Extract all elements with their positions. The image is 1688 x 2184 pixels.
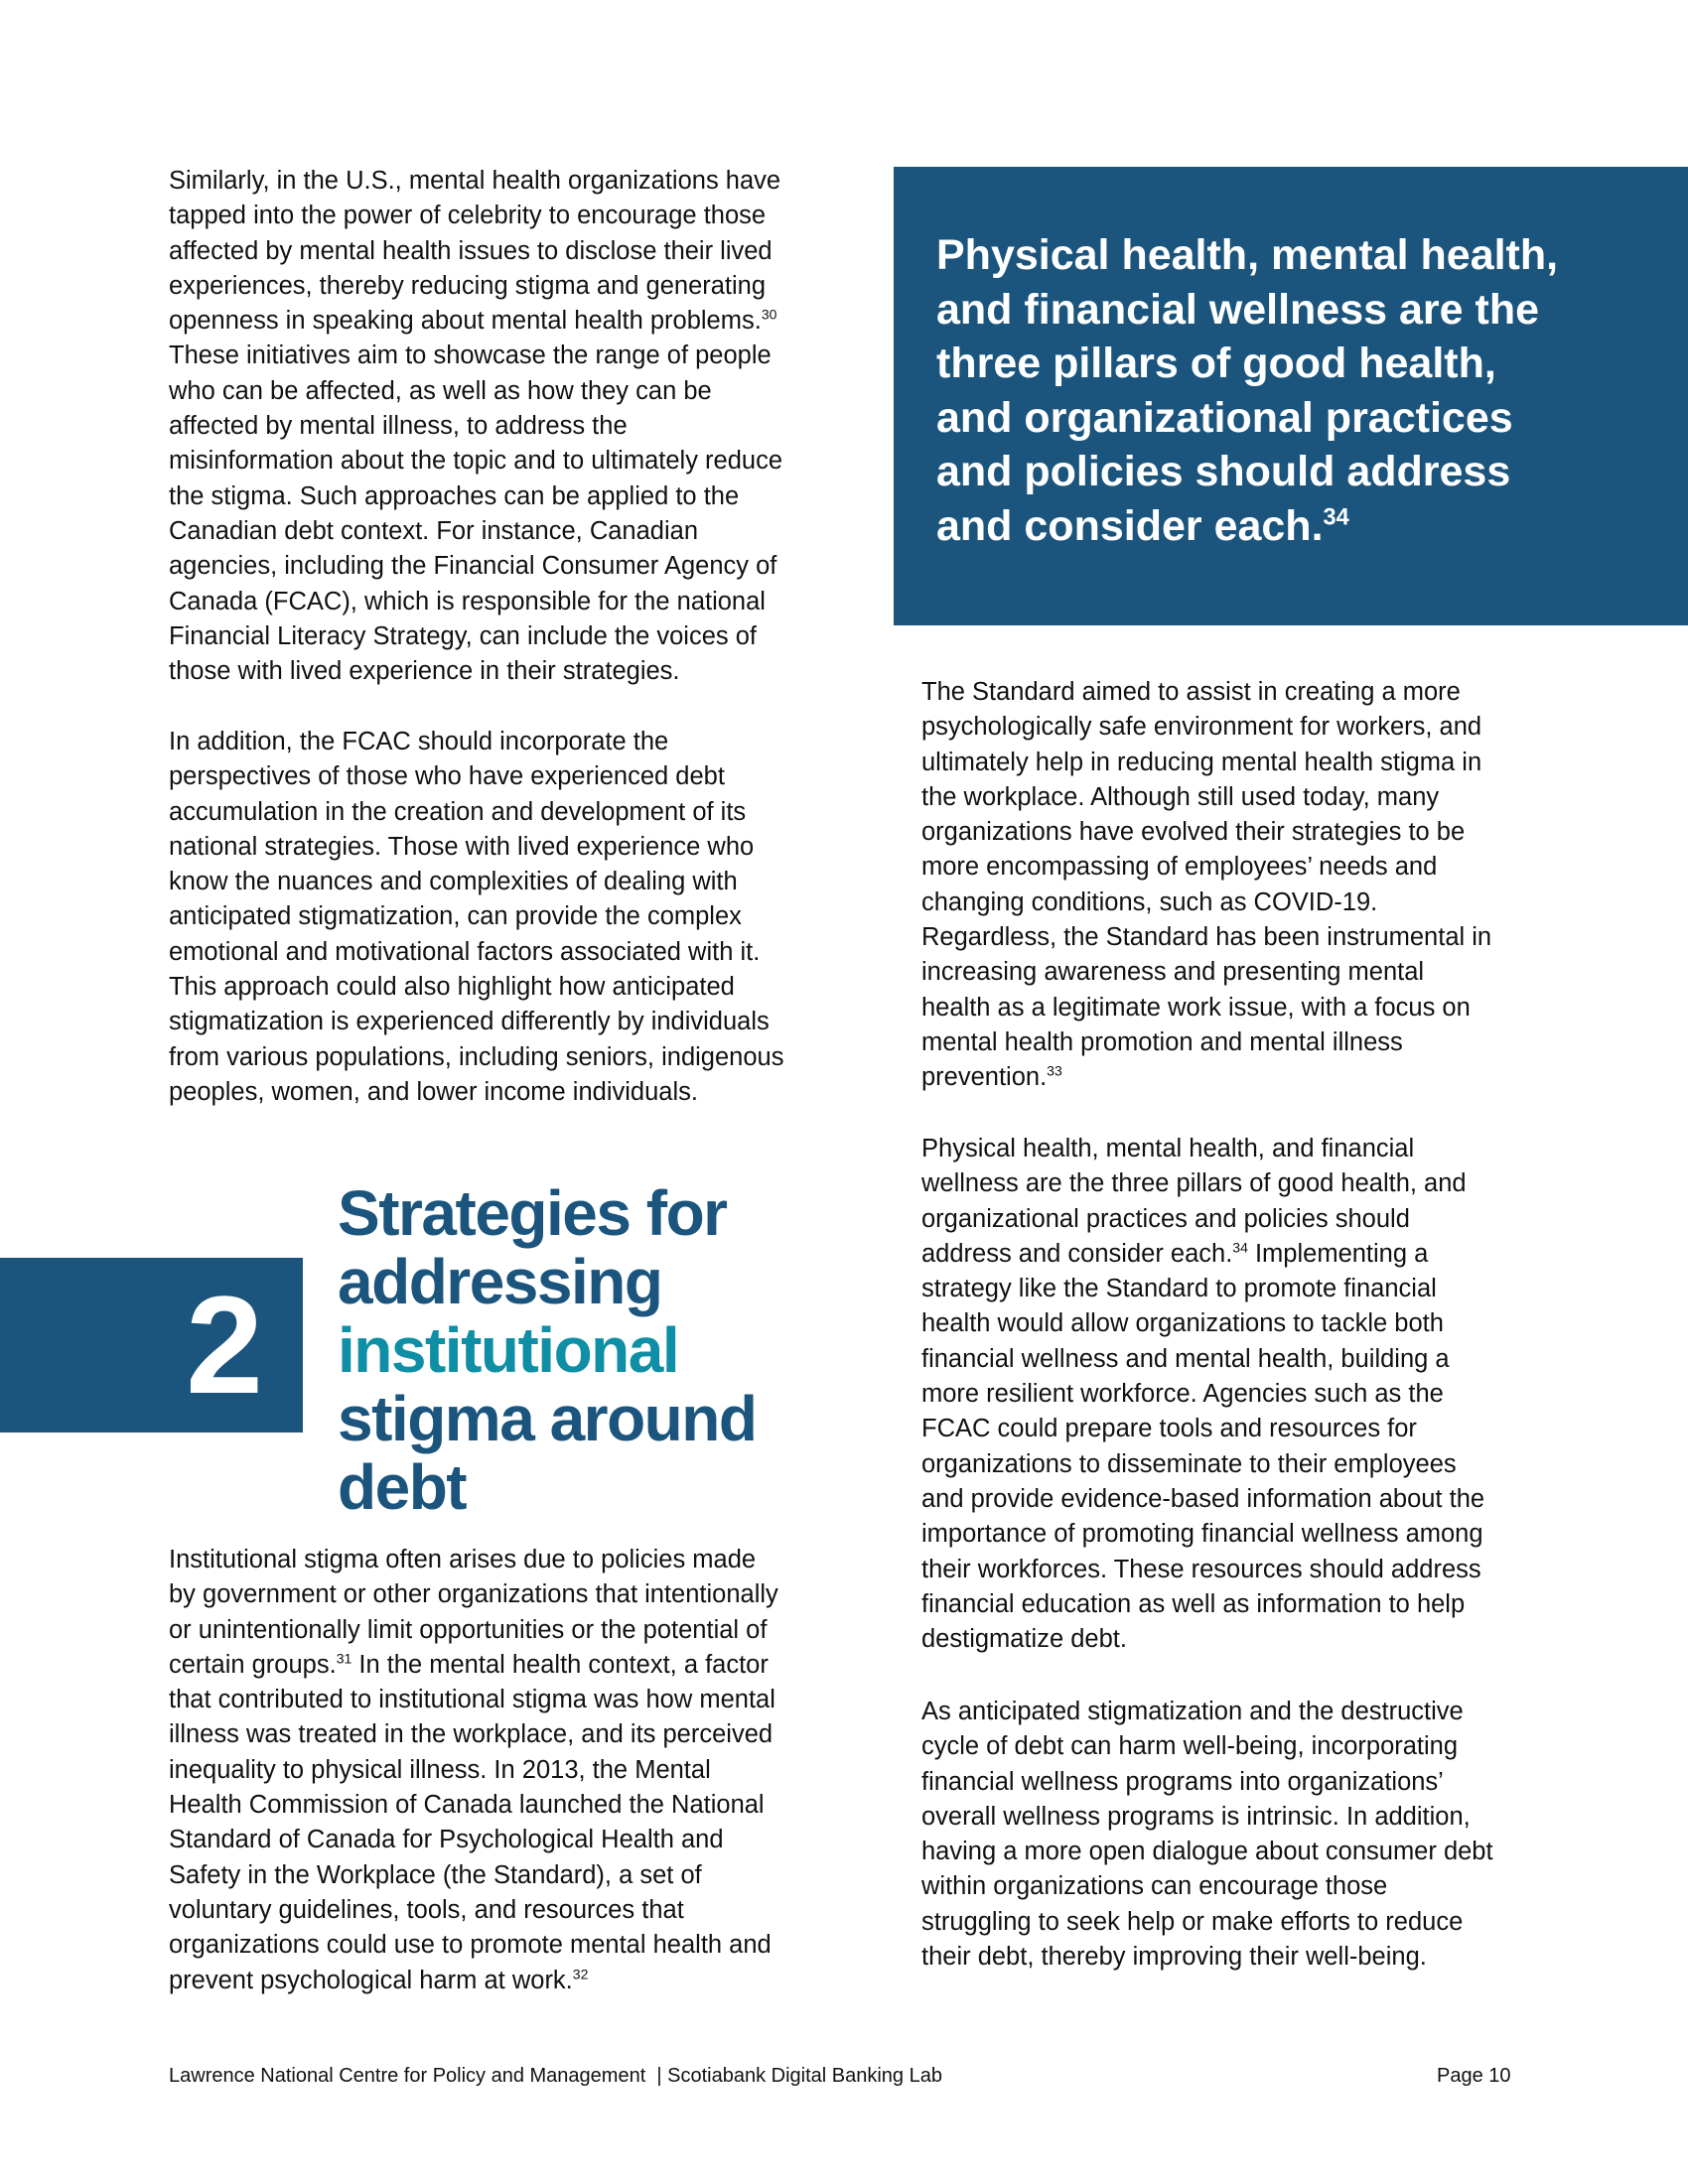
left-paragraph-1 <box>169 164 854 689</box>
section-heading <box>338 1179 854 1522</box>
footnote-ref: 34 <box>1232 1239 1248 1256</box>
section-heading-line-3: institutional <box>338 1314 679 1386</box>
section-heading-line-1: Strategies for <box>338 1177 727 1249</box>
footer-source: Lawrence National Centre for Policy and Management | Scotiabank Digital Banking Lab <box>169 2065 942 2087</box>
left-paragraph-3-middle: In the mental health context, a factor that contributed to institutional stigma was how mental illness was treated in the workplace, and its perceived inequality to physical illness. In 2013, the Mental Health Commission of Canada launched the National Standard of Canada for Psychological Health and Safety in the Workplace (the Standard), a set of voluntary guidelines, tools, and resources that organizations could use to promote mental health and prevent psychological harm at work. <box>169 1650 775 1994</box>
footnote-ref: 30 <box>761 306 777 323</box>
right-paragraph-1 <box>921 675 1636 1096</box>
footnote-ref: 34 <box>1323 504 1349 531</box>
footnote-ref: 31 <box>336 1650 352 1667</box>
right-paragraph-2-text: Physical health, mental health, and financial wellness are the three pillars of good health, and organizational practices and policies should address and consider each. <box>921 1135 1467 1268</box>
left-paragraph-1-continued: These initiatives aim to showcase the range of people who can be affected, as well as how they can be affected by mental illness, to address the misinformation about the topic and to ultimately reduce the stigma. Such approaches can be applied to the Canadian debt context. For instance, Canadian agencies, including the Financial Consumer Agency of Canada (FCAC), which is responsible for the national Financial Literacy Strategy, can include the voices of those with lived experience in their strategies. <box>169 341 783 686</box>
footnote-ref: 32 <box>572 1966 589 1982</box>
right-paragraph-2-continued: Implementing a strategy like the Standard to promote financial health would allow organizations to tackle both financial wellness and mental health, building a more resilient workforce. Agencies such as the FCAC could prepare tools and resources for organizations to disseminate to their employees and provide evidence-based information about the importance of promoting financial wellness among their workforces. These resources should address financial education as well as information to help destigmatize debt. <box>921 1239 1485 1654</box>
right-paragraph-2 <box>921 1132 1636 1657</box>
left-paragraph-3 <box>169 1543 854 1998</box>
pullquote-body: Physical health, mental health, and financial wellness are the three pillars of good health, and organizational practices and policies should address and consider each. <box>936 231 1559 550</box>
left-paragraph-2: In addition, the FCAC should incorporate the perspectives of those who have experienced debt accumulation in the creation and development of its national strategies. Those with lived experience who know the nuances and complexities of dealing with anticipated stigmatization, can provide the complex emotional and motivational factors associated with it. This approach could also highlight how anticipated stigmatization is experienced differently by individuals from various populations, including seniors, indigenous peoples, women, and lower income individuals. <box>169 728 784 1106</box>
right-paragraph-3: As anticipated stigmatization and the destructive cycle of debt can harm well-being, incorporating financial wellness programs into organizations’ overall wellness programs is intrinsic. In addition, having a more open dialogue about consumer debt within organizations can encourage those struggling to seek help or make efforts to reduce their debt, thereby improving their well-being. <box>921 1698 1493 1972</box>
footnote-ref: 33 <box>1047 1062 1062 1079</box>
right-paragraph-1-text: The Standard aimed to assist in creating a more psychologically safe environment for workers, and ultimately help in reducing mental health stigma in the workplace. Although still used today, many organizations have evolved their strategies to be more encompassing of employees’ needs and changing conditions, such as COVID-19. Regardless, the Standard has been instrumental in increasing awareness and presenting mental health as a legitimate work issue, with a focus on mental health promotion and mental illness prevention. <box>921 678 1492 1092</box>
left-paragraph-3-text: Institutional stigma often arises due to policies made by government or other organizations that intentionally or unintentionally limit opportunities or the potential of certain groups. <box>169 1546 778 1679</box>
section-heading-line-2: addressing <box>338 1246 662 1317</box>
left-paragraph-1-text: Similarly, in the U.S., mental health organizations have tapped into the power of celebrity to encourage those affected by mental health issues to disclose their lived experiences, thereby reducing stigma and generating openness in speaking about mental health problems. <box>169 167 781 336</box>
footer-page-number: Page 10 <box>1437 2065 1511 2087</box>
section-heading-line-5: debt <box>338 1451 467 1523</box>
section-number: 2 <box>186 1267 263 1423</box>
section-heading-line-4: stigma around <box>338 1383 757 1454</box>
pullquote-text <box>936 228 1671 553</box>
